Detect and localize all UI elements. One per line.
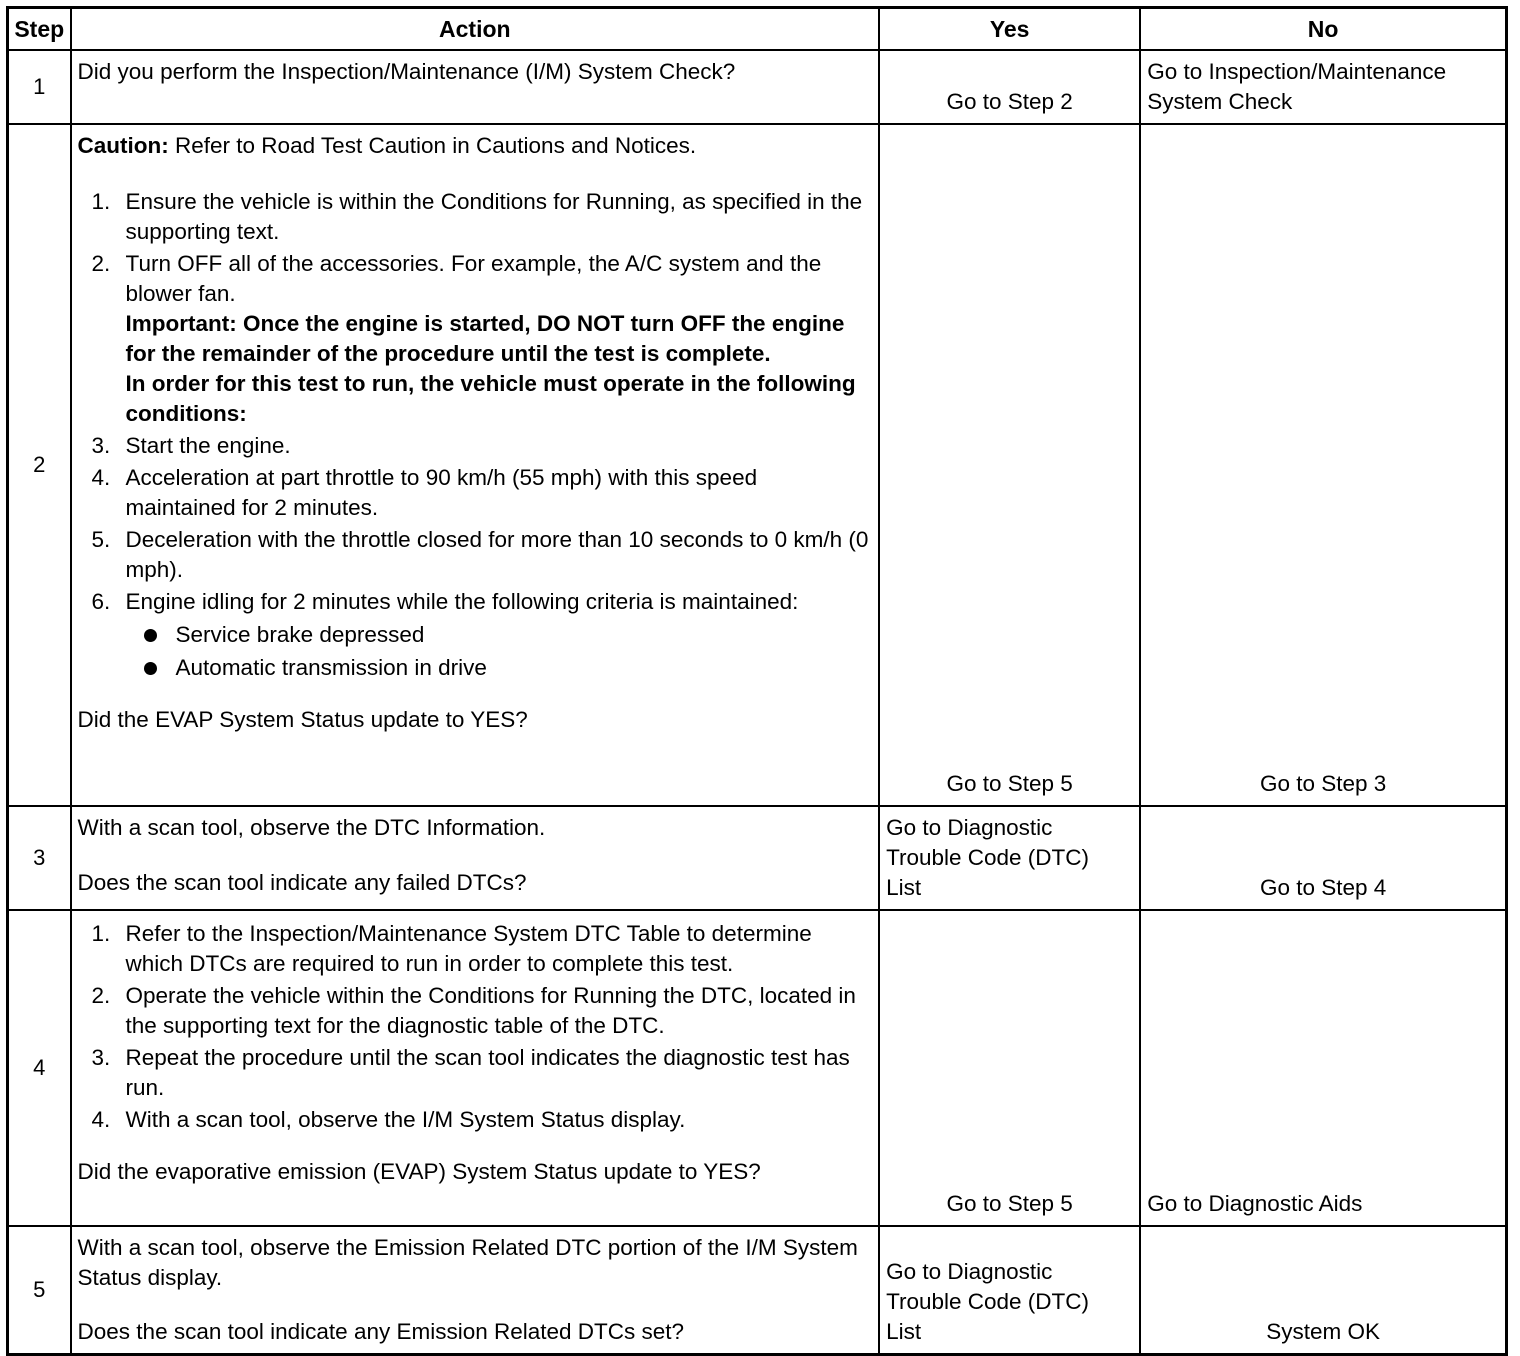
list-item: 4. Acceleration at part throttle to 90 km/h (55 mph) with this speed maintained for 2 minutes. <box>91 465 758 520</box>
yes-text: Go to Step 2 <box>946 89 1073 114</box>
action-cell <box>71 910 880 1226</box>
list-item: 5. Deceleration with the throttle closed for more than 10 seconds to 0 km/h (0 mph). <box>91 527 869 582</box>
no-text-line-2: System Check <box>1147 89 1293 114</box>
no-cell <box>1140 124 1506 806</box>
yes-text-line-3: List <box>886 1319 922 1344</box>
header-no: No <box>1140 8 1506 51</box>
list-item: 6. Engine idling for 2 minutes while the following criteria is maintained: Service brake depressed Automatic transmission in drive <box>78 587 873 683</box>
header-row <box>8 8 1507 51</box>
criteria-list <box>126 620 873 683</box>
yes-cell <box>879 806 1140 910</box>
list-item: 3. Start the engine. <box>91 433 291 458</box>
action-cell <box>71 124 880 806</box>
question-text: Did the EVAP System Status update to YES? <box>77 707 528 732</box>
table-row-step-4 <box>8 910 1507 1226</box>
action-text: With a scan tool, observe the Emission Related DTC portion of the I/M System Status display. <box>77 1235 858 1290</box>
yes-text: Go to Step 5 <box>946 1191 1073 1216</box>
step-number: 2 <box>8 124 71 806</box>
action-text: With a scan tool, observe the DTC Information. <box>77 815 546 840</box>
table-row-step-2 <box>8 124 1507 806</box>
list-item: 2. Turn OFF all of the accessories. For example, the A/C system and the blower fan. Important: Once the engine is started, DO NOT turn OFF the engine for the remainder of the procedure until the test is complete. In order for this test to run, the vehicle must operate in the following conditions: <box>78 249 873 429</box>
list-item: 1. Ensure the vehicle is within the Conditions for Running, as specified in the supporting text. <box>91 189 863 244</box>
step-number: 1 <box>8 50 71 124</box>
no-text: Go to Step 4 <box>1259 875 1387 900</box>
step-number: 3 <box>8 806 71 910</box>
question-text: Does the scan tool indicate any Emission Related DTCs set? <box>77 1319 685 1344</box>
bullet-icon <box>144 629 157 642</box>
table-row-step-5 <box>8 1226 1507 1355</box>
bullet-item: Automatic transmission in drive <box>126 653 873 683</box>
procedure-list <box>78 187 873 683</box>
step-number: 4 <box>8 910 71 1226</box>
header-action: Action <box>71 8 880 51</box>
action-cell <box>71 1226 880 1355</box>
no-cell <box>1140 1226 1506 1355</box>
yes-text-line-1: Go to Diagnostic <box>886 1259 1053 1284</box>
header-step: Step <box>8 8 71 51</box>
action-cell <box>71 806 880 910</box>
caution-text: Refer to Road Test Caution in Cautions and Notices. <box>168 133 697 158</box>
bullet-icon <box>144 662 157 675</box>
table-row-step-3 <box>8 806 1507 910</box>
yes-text-line-2: Trouble Code (DTC) <box>886 1289 1090 1314</box>
list-item: 2. Operate the vehicle within the Conditions for Running the DTC, located in the supporting text for the diagnostic table of the DTC. <box>91 983 856 1038</box>
question-text: Did the evaporative emission (EVAP) System Status update to YES? <box>77 1159 761 1184</box>
no-text: Go to Step 3 <box>1259 771 1387 796</box>
yes-text-line-1: Go to Diagnostic <box>886 815 1053 840</box>
yes-cell <box>879 50 1140 124</box>
no-text: Go to Diagnostic Aids <box>1147 1191 1363 1216</box>
yes-text-line-2: Trouble Code (DTC) <box>886 845 1090 870</box>
important-note: Important: Once the engine is started, DO NOT turn OFF the engine for the remainder of the procedure until the test is complete. <box>125 311 845 366</box>
no-cell <box>1140 910 1506 1226</box>
yes-cell <box>879 1226 1140 1355</box>
question-text: Does the scan tool indicate any failed DTCs? <box>77 870 527 895</box>
action-text: Did you perform the Inspection/Maintenance (I/M) System Check? <box>77 59 736 84</box>
yes-cell <box>879 124 1140 806</box>
bullet-item: Service brake depressed <box>126 620 873 650</box>
step-number: 5 <box>8 1226 71 1355</box>
procedure-list <box>78 919 873 1135</box>
diagnostic-table <box>6 6 1508 1356</box>
header-yes: Yes <box>879 8 1140 51</box>
no-cell <box>1140 50 1506 124</box>
yes-text: Go to Step 5 <box>946 771 1073 796</box>
conditions-note: In order for this test to run, the vehicle must operate in the following conditions: <box>125 371 856 426</box>
no-text: System OK <box>1266 1319 1380 1344</box>
no-cell <box>1140 806 1506 910</box>
no-text-line-1: Go to Inspection/Maintenance <box>1147 59 1447 84</box>
list-item: 4. With a scan tool, observe the I/M System Status display. <box>91 1107 686 1132</box>
caution-note <box>78 131 873 161</box>
list-item: 1. Refer to the Inspection/Maintenance System DTC Table to determine which DTCs are required to run in order to complete this test. <box>91 921 812 976</box>
caution-label: Caution: <box>77 133 169 158</box>
action-cell <box>71 50 880 124</box>
yes-cell <box>879 910 1140 1226</box>
yes-text-line-3: List <box>886 875 922 900</box>
list-item: 3. Repeat the procedure until the scan tool indicates the diagnostic test has run. <box>91 1045 850 1100</box>
table-row-step-1 <box>8 50 1507 124</box>
